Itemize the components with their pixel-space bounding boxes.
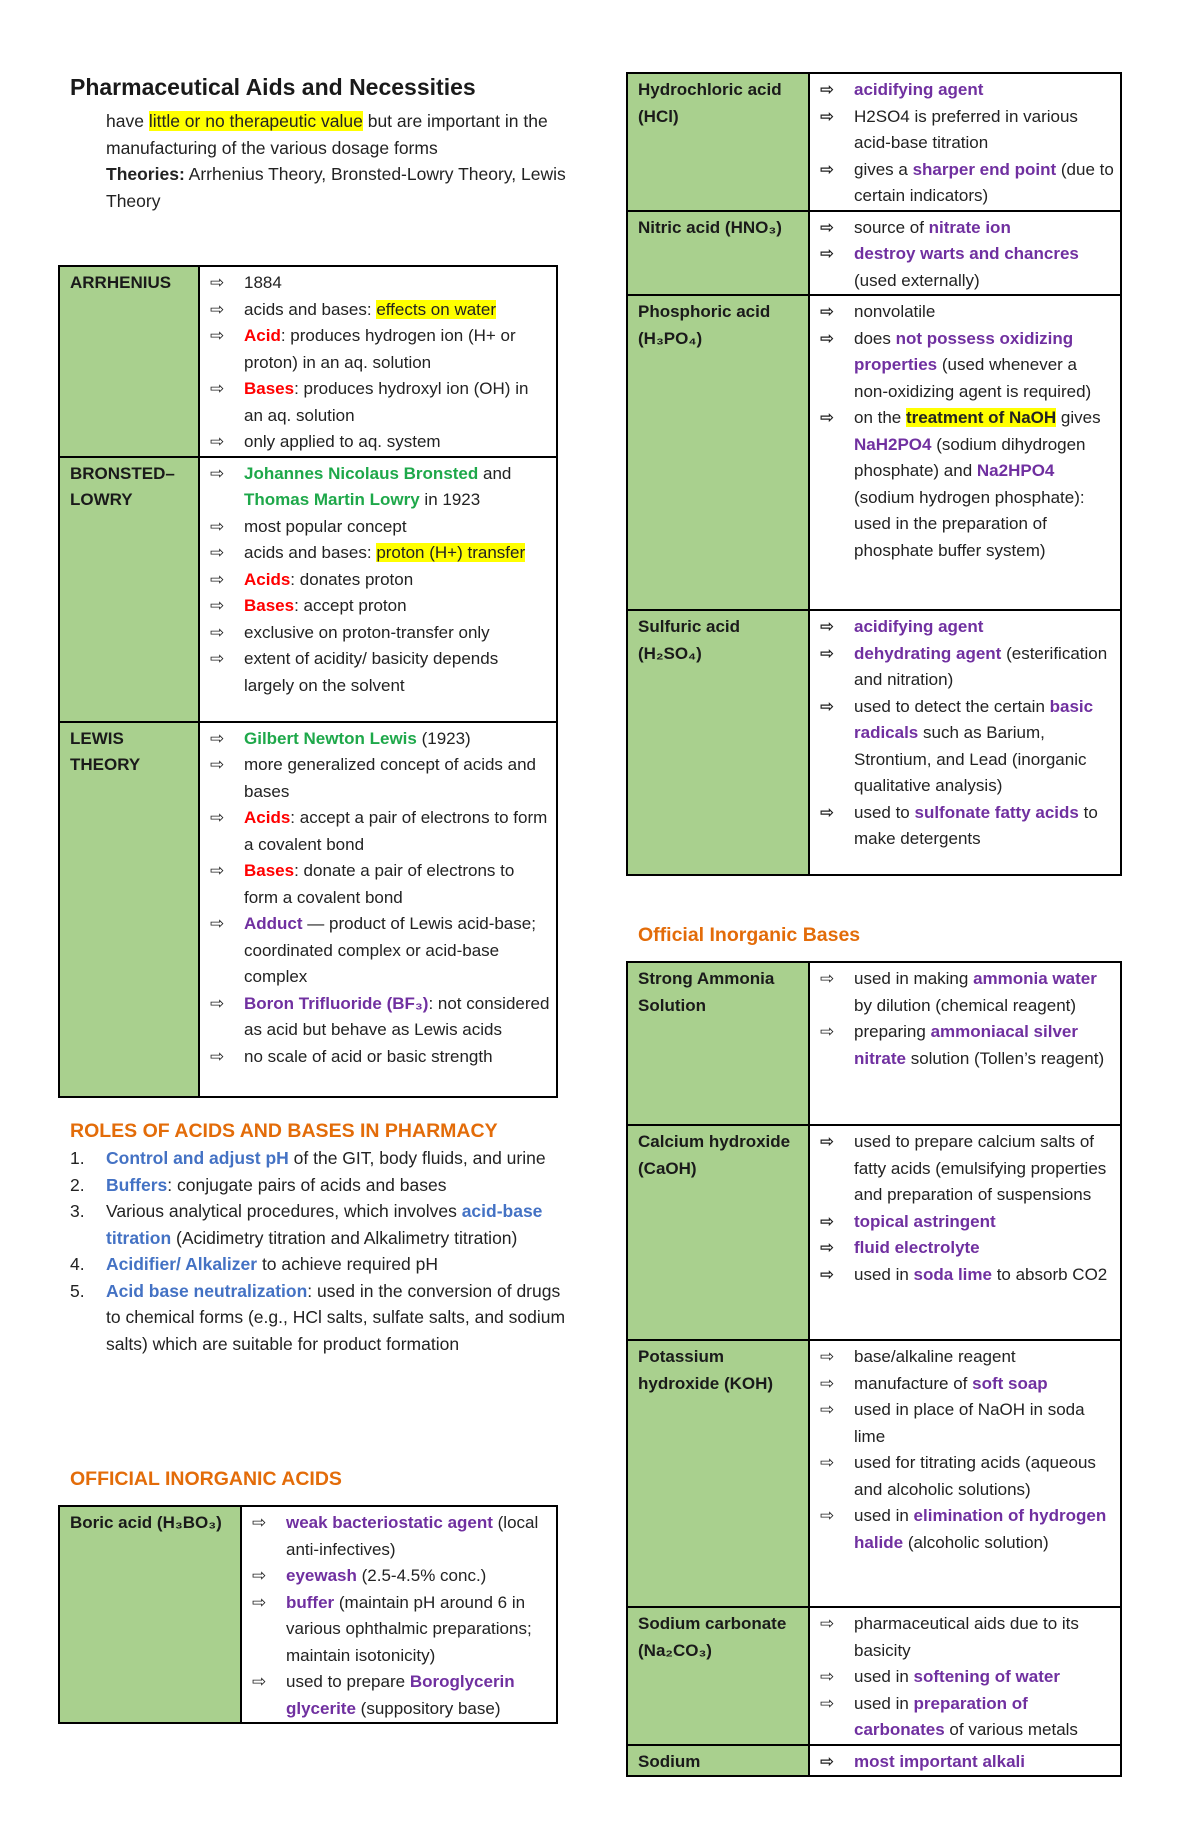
list-item: 3. Various analytical procedures, which involves acid-base titration (Acidimetry titration and Alkalimetry titration) <box>70 1201 543 1248</box>
base-items <box>809 1745 1121 1777</box>
arrow-right-icon: ⇨ <box>210 808 225 827</box>
list-item: ⇨ used to prepare calcium salts of fatty acids (emulsifying properties and preparation of suspensions <box>820 1129 1114 1209</box>
arrow-right-icon: ⇨ <box>820 1132 835 1151</box>
base-label: Sodium carbonate (Na₂CO₃) <box>627 1607 809 1745</box>
list-item: ⇨ used in elimination of hydrogen halide (alcoholic solution) <box>820 1503 1114 1556</box>
list-item: ⇨ destroy warts and chancres (used externally) <box>820 241 1114 294</box>
arrow-right-icon: ⇨ <box>820 1693 835 1713</box>
page-title: Pharmaceutical Aids and Necessities <box>70 74 476 100</box>
list-item: ⇨ buffer (maintain pH around 6 in various ophthalmic preparations; maintain isotonicity) <box>252 1590 550 1670</box>
list-item: ⇨ Acids: accept a pair of electrons to form a covalent bond <box>210 805 550 858</box>
list-item: ⇨ gives a sharper end point (due to certain indicators) <box>820 157 1114 210</box>
arrow-right-icon: ⇨ <box>820 106 835 126</box>
list-item: ⇨ source of nitrate ion <box>820 215 1114 242</box>
boric-acid-table <box>58 1505 558 1724</box>
list-item: ⇨ Bases: accept proton <box>210 593 550 620</box>
arrow-right-icon: ⇨ <box>820 643 835 663</box>
table-row <box>59 266 557 457</box>
list-item: ⇨ used in soda lime to absorb CO2 <box>820 1262 1114 1289</box>
arrow-right-icon: ⇨ <box>820 1238 835 1257</box>
intro <box>70 108 570 214</box>
theory-label: LEWIS THEORY <box>59 722 199 1097</box>
acid-label: Phosphoric acid (H₃PO₄) <box>627 295 809 610</box>
base-label: Calcium hydroxide (CaOH) <box>627 1125 809 1340</box>
list-item: ⇨ Adduct — product of Lewis acid-base; coordinated complex or acid-base complex <box>210 911 550 991</box>
list-item: ⇨ used for titrating acids (aqueous and alcoholic solutions) <box>820 1450 1114 1503</box>
arrow-right-icon: ⇨ <box>252 1513 267 1532</box>
list-item: ⇨ Johannes Nicolaus Bronsted and Thomas Martin Lowry in 1923 <box>210 461 550 514</box>
arrow-right-icon: ⇨ <box>820 1614 835 1633</box>
arrow-right-icon: ⇨ <box>210 326 225 345</box>
list-item: 2. Buffers: conjugate pairs of acids and bases <box>70 1174 447 1195</box>
list-item: ⇨ exclusive on proton-transfer only <box>210 620 550 647</box>
arrow-right-icon: ⇨ <box>820 1347 835 1366</box>
acids-heading: OFFICIAL INORGANIC ACIDS <box>70 1468 342 1490</box>
arrow-right-icon: ⇨ <box>210 755 225 774</box>
arrow-right-icon: ⇨ <box>820 80 835 99</box>
arrow-right-icon: ⇨ <box>820 696 835 716</box>
base-label: Strong Ammonia Solution <box>627 962 809 1125</box>
list-item: ⇨ used to detect the certain basic radicals such as Barium, Strontium, and Lead (inorganic qualitative analysis) <box>820 694 1114 800</box>
table-row <box>627 211 1121 296</box>
arrow-right-icon: ⇨ <box>820 617 835 636</box>
arrow-right-icon: ⇨ <box>210 516 225 536</box>
list-item: ⇨ used in making ammonia water by dilution (chemical reagent) <box>820 966 1114 1019</box>
arrow-right-icon: ⇨ <box>210 622 225 642</box>
acids-table <box>626 72 1122 876</box>
acid-items <box>809 211 1121 296</box>
table-row <box>627 610 1121 875</box>
base-items <box>809 1607 1121 1745</box>
arrow-right-icon: ⇨ <box>820 1264 835 1284</box>
table-row <box>59 722 557 1097</box>
intro-bullet: Theories: Arrhenius Theory, Bronsted-Lowry Theory, Lewis Theory <box>106 164 566 211</box>
arrow-right-icon: ⇨ <box>820 302 835 321</box>
base-items <box>809 1125 1121 1340</box>
arrow-right-icon: ⇨ <box>820 159 835 179</box>
arrow-right-icon: ⇨ <box>210 861 225 880</box>
table-row <box>627 1125 1121 1340</box>
arrow-right-icon: ⇨ <box>820 1400 835 1419</box>
list-item: ⇨ Bases: produces hydroxyl ion (OH) in an aq. solution <box>210 376 550 429</box>
list-item: ⇨ acidifying agent <box>820 614 1114 641</box>
list-item: ⇨ used in softening of water <box>820 1664 1114 1691</box>
arrow-right-icon: ⇨ <box>820 1211 835 1231</box>
table-row <box>627 1607 1121 1745</box>
list-item: ⇨ acids and bases: proton (H+) transfer <box>210 540 550 567</box>
acid-items <box>809 295 1121 610</box>
theory-label: BRONSTED–LOWRY <box>59 457 199 722</box>
list-item: ⇨ acidifying agent <box>820 77 1114 104</box>
list-item: ⇨ no scale of acid or basic strength <box>210 1044 550 1071</box>
arrow-right-icon: ⇨ <box>210 379 225 398</box>
list-item: ⇨ Boron Trifluoride (BF₃): not considered as acid but behave as Lewis acids <box>210 991 550 1044</box>
list-item: ⇨ fluid electrolyte <box>820 1235 1114 1262</box>
arrow-right-icon: ⇨ <box>210 1046 225 1066</box>
list-item: ⇨ dehydrating agent (esterification and nitration) <box>820 641 1114 694</box>
base-label: Sodium <box>627 1745 809 1777</box>
acid-label: Boric acid (H₃BO₃) <box>59 1506 241 1723</box>
arrow-right-icon: ⇨ <box>820 217 835 237</box>
arrow-right-icon: ⇨ <box>820 1506 835 1525</box>
theory-label: ARRHENIUS <box>59 266 199 457</box>
acid-label: Sulfuric acid (H₂SO₄) <box>627 610 809 875</box>
acid-items <box>809 610 1121 875</box>
table-row <box>627 962 1121 1125</box>
list-item: ⇨ Bases: donate a pair of electrons to form a covalent bond <box>210 858 550 911</box>
table-row <box>627 73 1121 211</box>
arrow-right-icon: ⇨ <box>820 1667 835 1686</box>
arrow-right-icon: ⇨ <box>210 543 225 562</box>
roles-heading: ROLES OF ACIDS AND BASES IN PHARMACY <box>70 1120 498 1142</box>
list-item: ⇨ used in place of NaOH in soda lime <box>820 1397 1114 1450</box>
acid-label: Hydrochloric acid (HCl) <box>627 73 809 211</box>
arrow-right-icon: ⇨ <box>820 244 835 263</box>
list-item: ⇨ used to sulfonate fatty acids to make detergents <box>820 800 1114 853</box>
base-items <box>809 1340 1121 1607</box>
arrow-right-icon: ⇨ <box>820 1373 835 1393</box>
arrow-right-icon: ⇨ <box>252 1672 267 1691</box>
arrow-right-icon: ⇨ <box>820 408 835 427</box>
table-row <box>627 1745 1121 1777</box>
list-item: ⇨ 1884 <box>210 270 550 297</box>
list-item: 1. Control and adjust pH of the GIT, body fluids, and urine <box>70 1148 546 1168</box>
list-item: 4. Acidifier/ Alkalizer to achieve required pH <box>70 1254 439 1274</box>
arrow-right-icon: ⇨ <box>210 596 225 615</box>
arrow-right-icon: ⇨ <box>210 432 225 451</box>
table-row <box>59 1506 557 1723</box>
arrow-right-icon: ⇨ <box>820 802 835 822</box>
arrow-right-icon: ⇨ <box>210 914 225 933</box>
acid-items <box>241 1506 557 1723</box>
theory-items <box>199 266 557 457</box>
arrow-right-icon: ⇨ <box>210 463 225 483</box>
theory-items <box>199 722 557 1097</box>
acid-items <box>809 73 1121 211</box>
list-item: ⇨ preparing ammoniacal silver nitrate solution (Tollen’s reagent) <box>820 1019 1114 1072</box>
base-items <box>809 962 1121 1125</box>
theory-items <box>199 457 557 722</box>
table-row <box>627 1340 1121 1607</box>
list-item: ⇨ manufacture of soft soap <box>820 1371 1114 1398</box>
table-row <box>627 295 1121 610</box>
list-item: ⇨ Gilbert Newton Lewis (1923) <box>210 726 550 753</box>
arrow-right-icon: ⇨ <box>820 328 835 348</box>
arrow-right-icon: ⇨ <box>210 728 225 748</box>
arrow-right-icon: ⇨ <box>820 1751 835 1771</box>
arrow-right-icon: ⇨ <box>210 273 225 292</box>
arrow-right-icon: ⇨ <box>820 1453 835 1472</box>
arrow-right-icon: ⇨ <box>820 1022 835 1041</box>
list-item: ⇨ used to prepare Boroglycerin glycerite (suppository base) <box>252 1669 550 1722</box>
arrow-right-icon: ⇨ <box>210 299 225 319</box>
intro-bullet: have little or no therapeutic value but are important in the manufacturing of the various dosage forms <box>106 111 548 158</box>
list-item: ⇨ used in preparation of carbonates of various metals <box>820 1691 1114 1744</box>
list-item: ⇨ only applied to aq. system <box>210 429 550 456</box>
base-label: Potassium hydroxide (KOH) <box>627 1340 809 1607</box>
list-item: ⇨ pharmaceutical aids due to its basicity <box>820 1611 1114 1664</box>
list-item: ⇨ H2SO4 is preferred in various acid-base titration <box>820 104 1114 157</box>
list-item: ⇨ extent of acidity/ basicity depends largely on the solvent <box>210 646 550 699</box>
list-item: ⇨ more generalized concept of acids and bases <box>210 752 550 805</box>
list-item: ⇨ nonvolatile <box>820 299 1114 326</box>
list-item: ⇨ Acid: produces hydrogen ion (H+ or proton) in an aq. solution <box>210 323 550 376</box>
theories-table <box>58 265 558 1098</box>
arrow-right-icon: ⇨ <box>252 1592 267 1612</box>
list-item: ⇨ acids and bases: effects on water <box>210 297 550 324</box>
bases-table <box>626 961 1122 1777</box>
list-item: ⇨ Acids: donates proton <box>210 567 550 594</box>
arrow-right-icon: ⇨ <box>820 969 835 988</box>
list-item: ⇨ most important alkali <box>820 1749 1114 1776</box>
list-item: ⇨ topical astringent <box>820 1209 1114 1236</box>
arrow-right-icon: ⇨ <box>210 993 225 1013</box>
list-item: ⇨ weak bacteriostatic agent (local anti-infectives) <box>252 1510 550 1563</box>
list-item: 5. Acid base neutralization: used in the conversion of drugs to chemical forms (e.g., HCl salts, sulfate salts, and sodium salts) which are suitable for product formation <box>70 1280 566 1354</box>
table-row <box>59 457 557 722</box>
arrow-right-icon: ⇨ <box>210 649 225 668</box>
acid-label: Nitric acid (HNO₃) <box>627 211 809 296</box>
list-item: ⇨ base/alkaline reagent <box>820 1344 1114 1371</box>
list-item: ⇨ on the treatment of NaOH gives NaH2PO4 (sodium dihydrogen phosphate) and Na2HPO4 (sodium hydrogen phosphate): used in the preparation of phosphate buffer system) <box>820 405 1114 564</box>
list-item: ⇨ does not possess oxidizing properties (used whenever a non-oxidizing agent is required) <box>820 326 1114 406</box>
arrow-right-icon: ⇨ <box>252 1566 267 1585</box>
list-item: ⇨ most popular concept <box>210 514 550 541</box>
bases-heading: Official Inorganic Bases <box>638 924 861 946</box>
list-item: ⇨ eyewash (2.5-4.5% conc.) <box>252 1563 550 1590</box>
roles-list <box>70 1145 570 1357</box>
arrow-right-icon: ⇨ <box>210 569 225 589</box>
